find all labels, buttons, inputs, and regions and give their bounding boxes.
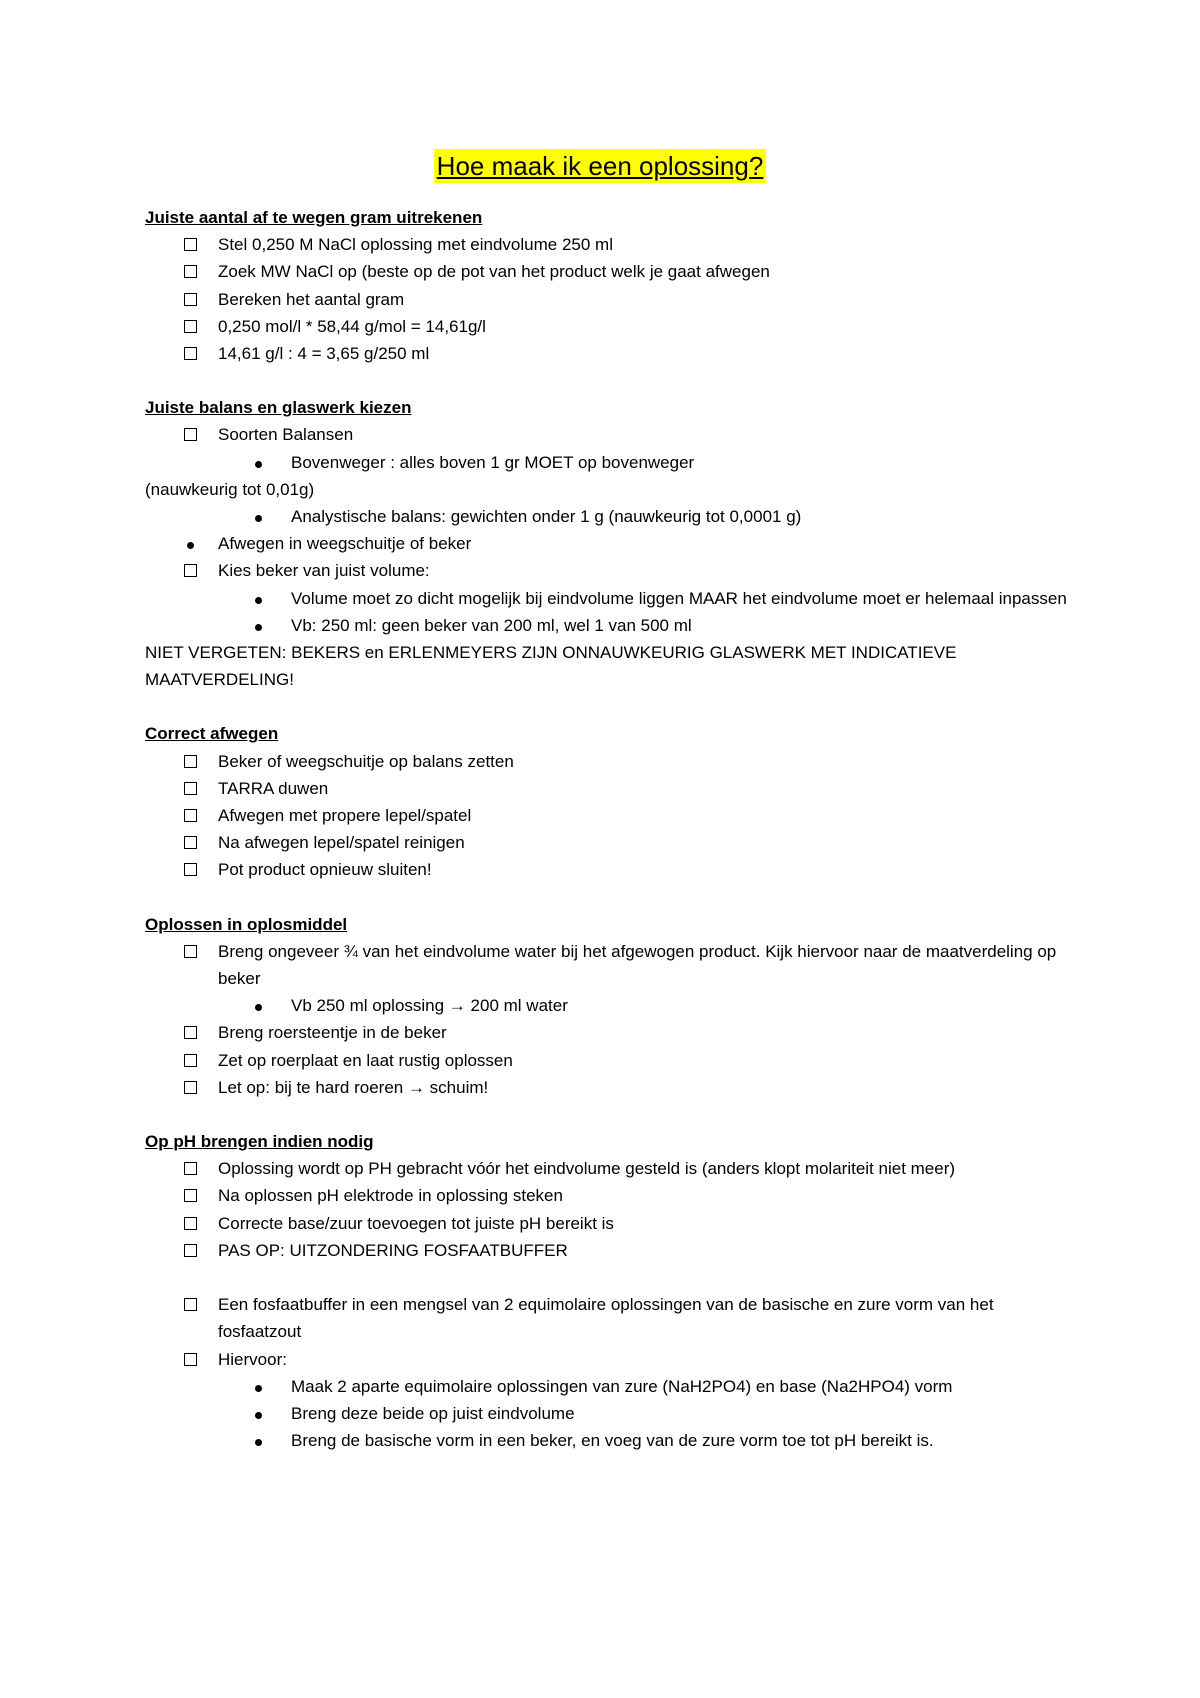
item-text: Stel 0,250 M NaCl oplossing met eindvolume 250 ml xyxy=(218,235,613,255)
item-text: Een fosfaatbuffer in een mengsel van 2 equimolaire oplossingen van de basische en zure vorm van het fosfaatzout xyxy=(218,1295,994,1342)
section-heading: Juiste aantal af te wegen gram uitrekenen xyxy=(145,208,483,227)
blank-line xyxy=(145,1264,1075,1291)
item-text: Vb: 250 ml: geen beker van 200 ml, wel 1 van 500 ml xyxy=(291,615,692,635)
item-text: Maak 2 aparte equimolaire oplossingen van zure (NaH2PO4) en base (Na2HPO4) vorm xyxy=(291,1376,953,1396)
bullet-item xyxy=(145,530,1075,557)
bullet-item xyxy=(145,612,1075,639)
checklist-item xyxy=(145,802,1075,829)
page-title: Hoe maak ik een oplossing? xyxy=(434,149,767,183)
section xyxy=(145,720,1075,883)
checklist-item xyxy=(145,557,1075,584)
checkbox-icon xyxy=(184,1026,197,1039)
section-heading: Juiste balans en glaswerk kiezen xyxy=(145,398,412,418)
title-wrap xyxy=(0,149,1200,183)
checkbox-icon xyxy=(184,755,197,768)
checklist-item xyxy=(145,1155,1075,1182)
note-line xyxy=(145,476,1075,503)
item-text: Na oplossen pH elektrode in oplossing steken xyxy=(218,1186,563,1206)
item-text: Kies beker van juist volume: xyxy=(218,561,430,581)
checklist-item xyxy=(145,856,1075,883)
bullet-item xyxy=(145,1400,1075,1427)
item-text: Let op: bij te hard roeren → schuim! xyxy=(218,1077,489,1097)
checkbox-icon xyxy=(184,782,197,795)
checklist-item xyxy=(145,421,1075,448)
checklist-item xyxy=(145,1237,1075,1264)
bullet-icon xyxy=(255,597,262,604)
bullet-icon xyxy=(187,542,194,549)
checkbox-icon xyxy=(184,1081,197,1094)
checklist-item xyxy=(145,1074,1075,1101)
bullet-item xyxy=(145,585,1075,612)
document-body xyxy=(145,204,1075,1481)
item-text: Bereken het aantal gram xyxy=(218,289,405,309)
item-text: Correcte base/zuur toevoegen tot juiste pH bereikt is xyxy=(218,1213,614,1233)
item-text: Pot product opnieuw sluiten! xyxy=(218,860,432,880)
section-heading: Oplossen in oplosmiddel xyxy=(145,914,348,934)
checklist-item xyxy=(145,1047,1075,1074)
bullet-icon xyxy=(255,461,262,468)
item-text: TARRA duwen xyxy=(218,778,329,798)
checkbox-icon xyxy=(184,428,197,441)
item-text: Soorten Balansen xyxy=(218,425,354,445)
item-text: Breng de basische vorm in een beker, en voeg van de zure vorm toe tot pH bereikt is. xyxy=(291,1431,934,1451)
item-text: Volume moet zo dicht mogelijk bij eindvolume liggen MAAR het eindvolume moet er helemaal inpassen xyxy=(291,588,1067,608)
bullet-icon xyxy=(255,1412,262,1419)
bullet-item xyxy=(145,992,1075,1019)
item-text: Bovenweger : alles boven 1 gr MOET op bovenweger xyxy=(291,452,695,472)
section xyxy=(145,1128,1075,1454)
checklist-item xyxy=(145,748,1075,775)
section xyxy=(145,911,1075,1101)
item-text: Oplossing wordt op PH gebracht vóór het eindvolume gesteld is (anders klopt molariteit niet meer) xyxy=(218,1159,956,1179)
checklist-item xyxy=(145,775,1075,802)
item-text: Beker of weegschuitje op balans zetten xyxy=(218,751,514,771)
checkbox-icon xyxy=(184,238,197,251)
bullet-item xyxy=(145,1373,1075,1400)
item-text: Hiervoor: xyxy=(218,1349,287,1369)
checklist-item xyxy=(145,1182,1075,1209)
item-text: NIET VERGETEN: BEKERS en ERLENMEYERS ZIJN ONNAUWKEURIG GLASWERK MET INDICATIEVE MAATVERDELING! xyxy=(145,643,957,690)
checklist-item xyxy=(145,938,1075,992)
checkbox-icon xyxy=(184,809,197,822)
section-heading: Correct afwegen xyxy=(145,724,279,744)
bullet-icon xyxy=(255,1004,262,1011)
checkbox-icon xyxy=(184,1162,197,1175)
checklist-item xyxy=(145,1210,1075,1237)
item-text: Zet op roerplaat en laat rustig oplossen xyxy=(218,1050,513,1070)
item-text: Afwegen in weegschuitje of beker xyxy=(218,534,472,554)
bullet-item xyxy=(145,503,1075,530)
bullet-icon xyxy=(255,1439,262,1446)
checkbox-icon xyxy=(184,320,197,333)
checklist-item xyxy=(145,313,1075,340)
checkbox-icon xyxy=(184,293,197,306)
checkbox-icon xyxy=(184,836,197,849)
item-text: Afwegen met propere lepel/spatel xyxy=(218,806,472,826)
bullet-item xyxy=(145,449,1075,476)
checkbox-icon xyxy=(184,347,197,360)
item-text: Na afwegen lepel/spatel reinigen xyxy=(218,833,465,853)
section xyxy=(145,394,1075,693)
bullet-icon xyxy=(255,624,262,631)
checklist-item xyxy=(145,1346,1075,1373)
checkbox-icon xyxy=(184,1298,197,1311)
checkbox-icon xyxy=(184,1189,197,1202)
checkbox-icon xyxy=(184,1054,197,1067)
checkbox-icon xyxy=(184,564,197,577)
item-text: Breng ongeveer ¾ van het eindvolume water bij het afgewogen product. Kijk hiervoor naar de maatverdeling op beker xyxy=(218,941,1057,989)
note-line xyxy=(145,639,1075,693)
checklist-item xyxy=(145,231,1075,258)
item-text: Zoek MW NaCl op (beste op de pot van het product welk je gaat afwegen xyxy=(218,262,770,282)
checklist-item xyxy=(145,1019,1075,1046)
checklist-item xyxy=(145,829,1075,856)
item-text: Vb 250 ml oplossing → 200 ml water xyxy=(291,996,568,1016)
section xyxy=(145,204,1075,367)
checklist-item xyxy=(145,1291,1075,1345)
checklist-item xyxy=(145,286,1075,313)
checkbox-icon xyxy=(184,863,197,876)
checkbox-icon xyxy=(184,945,197,958)
bullet-icon xyxy=(255,515,262,522)
item-text: Analystische balans: gewichten onder 1 g (nauwkeurig tot 0,0001 g) xyxy=(291,507,802,526)
item-text: PAS OP: UITZONDERING FOSFAATBUFFER xyxy=(218,1240,568,1260)
item-text: 14,61 g/l : 4 = 3,65 g/250 ml xyxy=(218,344,430,363)
item-text: (nauwkeurig tot 0,01g) xyxy=(145,479,315,499)
checklist-item xyxy=(145,340,1075,367)
checkbox-icon xyxy=(184,1217,197,1230)
checklist-item xyxy=(145,258,1075,285)
bullet-item xyxy=(145,1427,1075,1454)
item-text: 0,250 mol/l * 58,44 g/mol = 14,61g/l xyxy=(218,316,486,336)
item-text: Breng roersteentje in de beker xyxy=(218,1023,447,1043)
section-heading: Op pH brengen indien nodig xyxy=(145,1132,374,1152)
checkbox-icon xyxy=(184,265,197,278)
checkbox-icon xyxy=(184,1244,197,1257)
bullet-icon xyxy=(255,1385,262,1392)
checkbox-icon xyxy=(184,1353,197,1366)
item-text: Breng deze beide op juist eindvolume xyxy=(291,1404,575,1424)
